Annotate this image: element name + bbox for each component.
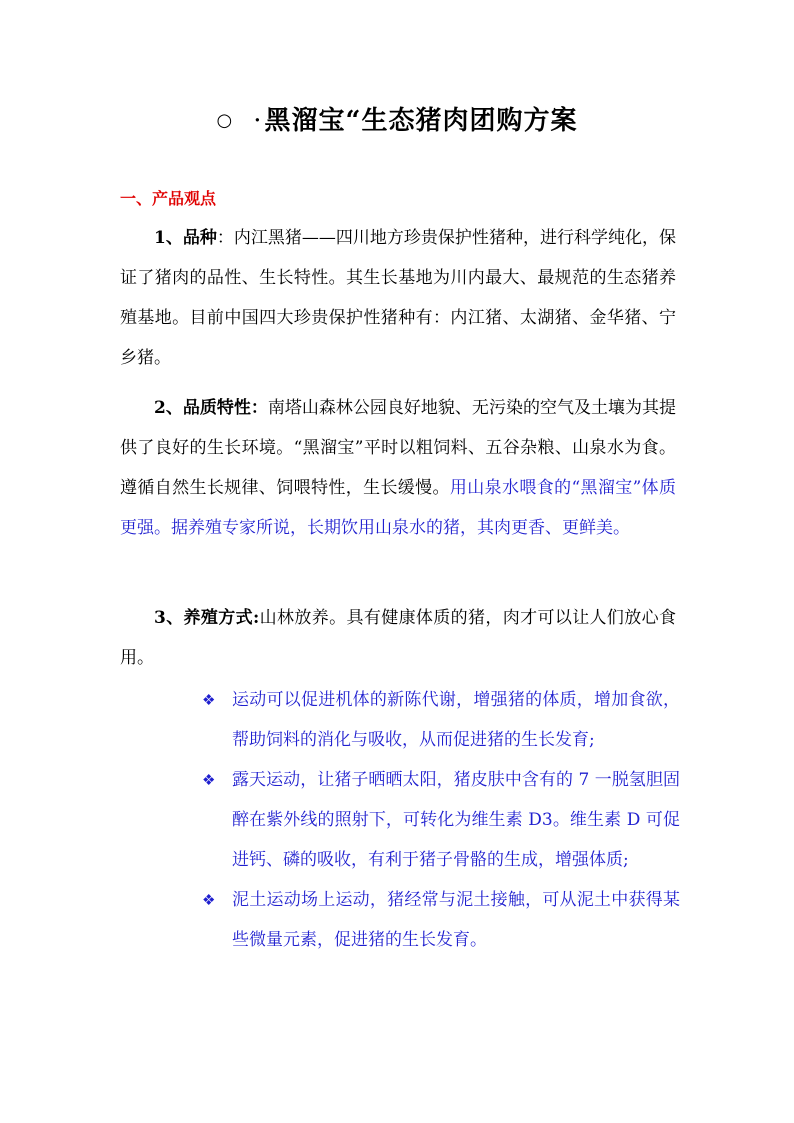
diamond-bullet-icon: ❖ bbox=[202, 891, 216, 909]
benefits-bullet-list bbox=[200, 680, 680, 960]
circle-mark-icon: ○ bbox=[216, 110, 234, 131]
quality-label: 2、品质特性： bbox=[154, 398, 268, 418]
bullet-text: 运动可以促进机体的新陈代谢，增强猪的体质，增加食欲，帮助饲料的消化与吸收，从而促进猪的生长发育; bbox=[232, 690, 680, 750]
quality-highlight-text: 用山泉水喂食的“黑溜宝”体质更强。据养殖专家所说，长期饮用山泉水的猪，其肉更香、更鲜美。 bbox=[120, 478, 677, 538]
quality-text: 南塔山森林公园良好地貌、无污染的空气及土壤为其提供了良好的生长环境。“黑溜宝”平时以粗饲料、五谷杂粮、山泉水为食。遵循自然生长规律、饲喂特性，生长缓慢。 bbox=[120, 398, 676, 498]
list-item bbox=[200, 760, 680, 880]
list-item bbox=[200, 880, 680, 960]
document-title: 黑溜宝“生态猪肉团购方案 bbox=[264, 106, 578, 136]
paragraph-breed bbox=[120, 218, 676, 378]
document-title-line bbox=[0, 100, 794, 137]
section-heading-product-view: 一、产品观点 bbox=[120, 189, 217, 208]
title-dot: · bbox=[253, 106, 263, 136]
farming-method-label: 3、养殖方式: bbox=[154, 608, 260, 628]
diamond-bullet-icon: ❖ bbox=[202, 691, 216, 709]
diamond-bullet-icon: ❖ bbox=[202, 771, 216, 789]
paragraph-farming-method bbox=[120, 598, 676, 678]
breed-label: 1、品种 bbox=[154, 228, 217, 248]
breed-text: ：内江黑猪——四川地方珍贵保护性猪种，进行科学纯化，保证了猪肉的品性、生长特性。其生长基地为川内最大、最规范的生态猪养殖基地。目前中国四大珍贵保护性猪种有：内江猪、太湖猪、金华猪、宁乡猪。 bbox=[120, 228, 676, 368]
list-item bbox=[200, 680, 680, 760]
bullet-text: 泥土运动场上运动，猪经常与泥土接触，可从泥土中获得某些微量元素，促进猪的生长发育。 bbox=[232, 890, 680, 950]
farming-method-text: 山林放养。具有健康体质的猪，肉才可以让人们放心食用。 bbox=[120, 608, 677, 668]
paragraph-quality bbox=[120, 388, 676, 548]
bullet-text: 露天运动，让猪子晒晒太阳，猪皮肤中含有的 7 一脱氢胆固醉在紫外线的照射下，可转化为维生素 D3。维生素 D 可促进钙、磷的吸收，有利于猪子骨骼的生成，增强体质; bbox=[232, 770, 680, 870]
